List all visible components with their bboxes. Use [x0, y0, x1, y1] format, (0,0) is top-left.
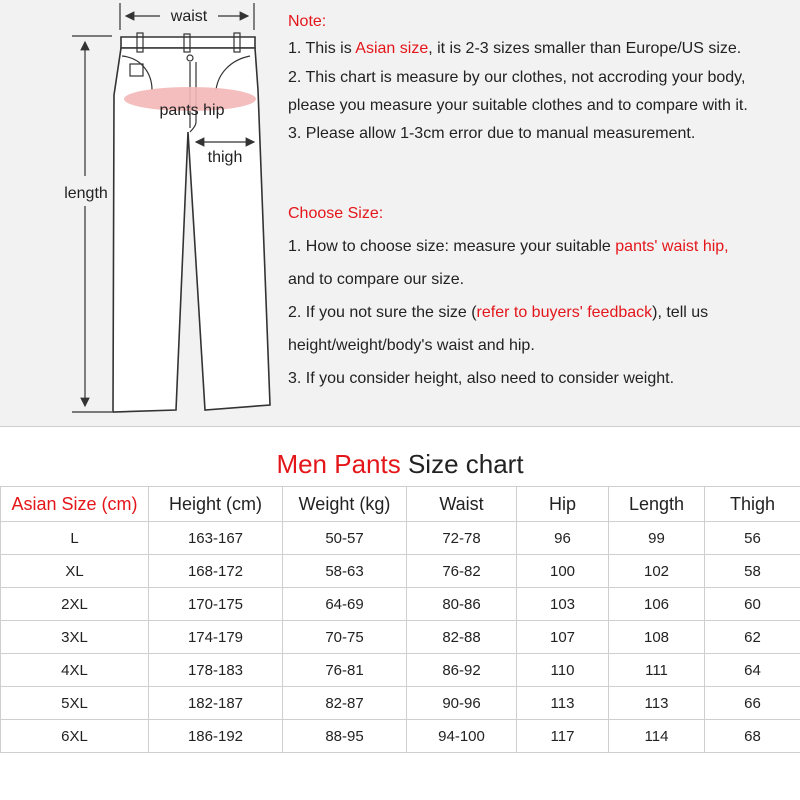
length-dimension: [72, 36, 112, 412]
chart-title-highlight: Men Pants: [276, 449, 401, 479]
table-row: [1, 555, 800, 588]
table-cell: 5XL: [1, 687, 149, 720]
table-cell: 102: [609, 555, 705, 588]
choose-line-3: 3. If you consider height, also need to consider weight.: [288, 370, 675, 387]
table-cell: 163-167: [149, 522, 283, 555]
table-cell: 100: [517, 555, 609, 588]
table-cell: 72-78: [407, 522, 517, 555]
section-divider: [0, 426, 800, 427]
table-cell: 178-183: [149, 654, 283, 687]
note-line-2a: 2. This chart is measure by our clothes, not accroding your body,: [288, 69, 746, 86]
table-cell: 50-57: [283, 522, 407, 555]
choose-line-1b: and to compare our size.: [288, 271, 465, 288]
table-cell: 6XL: [1, 720, 149, 753]
table-cell: 80-86: [407, 588, 517, 621]
table-cell: 170-175: [149, 588, 283, 621]
note-line-1: 1. This is Asian size, it is 2-3 sizes smaller than Europe/US size.: [288, 40, 742, 57]
table-cell: L: [1, 522, 149, 555]
table-cell: 174-179: [149, 621, 283, 654]
table-row: [1, 588, 800, 621]
table-cell: 82-88: [407, 621, 517, 654]
table-cell: 58-63: [283, 555, 407, 588]
pants-diagram: [0, 0, 280, 426]
table-cell: 90-96: [407, 687, 517, 720]
table-row: [1, 720, 800, 753]
choose-line-2: 2. If you not sure the size (refer to buyers' feedback), tell us: [288, 304, 709, 321]
table-cell: XL: [1, 555, 149, 588]
size-table: [0, 486, 800, 753]
table-cell: 99: [609, 522, 705, 555]
table-cell: 64: [705, 654, 800, 687]
table-cell: 168-172: [149, 555, 283, 588]
table-cell: 114: [609, 720, 705, 753]
column-header: Height (cm): [149, 487, 283, 522]
table-cell: 86-92: [407, 654, 517, 687]
table-cell: 113: [609, 687, 705, 720]
length-label: length: [64, 185, 108, 202]
table-cell: 3XL: [1, 621, 149, 654]
table-cell: 2XL: [1, 588, 149, 621]
table-cell: 111: [609, 654, 705, 687]
table-cell: 107: [517, 621, 609, 654]
table-cell: 66: [705, 687, 800, 720]
waist-label: waist: [170, 8, 208, 25]
waist-hip-highlight: pants' waist hip,: [615, 238, 729, 255]
column-header: Thigh: [705, 487, 800, 522]
note-line-3: 3. Please allow 1-3cm error due to manual measurement.: [288, 125, 696, 142]
table-cell: 186-192: [149, 720, 283, 753]
table-cell: 94-100: [407, 720, 517, 753]
column-header: Asian Size (cm): [1, 487, 149, 522]
chart-title: Men Pants Size chart: [276, 449, 524, 479]
choose-heading: Choose Size:: [288, 205, 384, 222]
table-row: [1, 687, 800, 720]
note-heading: Note:: [288, 13, 327, 30]
column-header: Length: [609, 487, 705, 522]
table-cell: 70-75: [283, 621, 407, 654]
table-cell: 110: [517, 654, 609, 687]
table-cell: 60: [705, 588, 800, 621]
table-cell: 103: [517, 588, 609, 621]
table-cell: 106: [609, 588, 705, 621]
table-cell: 68: [705, 720, 800, 753]
choose-line-1: 1. How to choose size: measure your suitable pants' waist hip,: [288, 238, 729, 255]
table-cell: 58: [705, 555, 800, 588]
table-cell: 88-95: [283, 720, 407, 753]
table-cell: 76-81: [283, 654, 407, 687]
table-row: [1, 654, 800, 687]
hip-label: pants hip: [159, 102, 225, 119]
table-cell: 76-82: [407, 555, 517, 588]
table-cell: 56: [705, 522, 800, 555]
choose-line-2b: height/weight/body's waist and hip.: [288, 337, 535, 354]
table-cell: 108: [609, 621, 705, 654]
table-cell: 82-87: [283, 687, 407, 720]
table-cell: 4XL: [1, 654, 149, 687]
thigh-label: thigh: [207, 149, 243, 166]
table-cell: 182-187: [149, 687, 283, 720]
column-header: Weight (kg): [283, 487, 407, 522]
column-header: Hip: [517, 487, 609, 522]
table-cell: 117: [517, 720, 609, 753]
feedback-highlight: refer to buyers' feedback: [476, 304, 653, 321]
note-line-2b: please you measure your suitable clothes and to compare with it.: [288, 97, 748, 114]
table-cell: 113: [517, 687, 609, 720]
column-header: Waist: [407, 487, 517, 522]
table-cell: 96: [517, 522, 609, 555]
table-row: [1, 522, 800, 555]
table-row: [1, 621, 800, 654]
table-header-row: [1, 487, 800, 522]
asian-size-highlight: Asian size: [355, 40, 429, 57]
table-cell: 64-69: [283, 588, 407, 621]
table-cell: 62: [705, 621, 800, 654]
